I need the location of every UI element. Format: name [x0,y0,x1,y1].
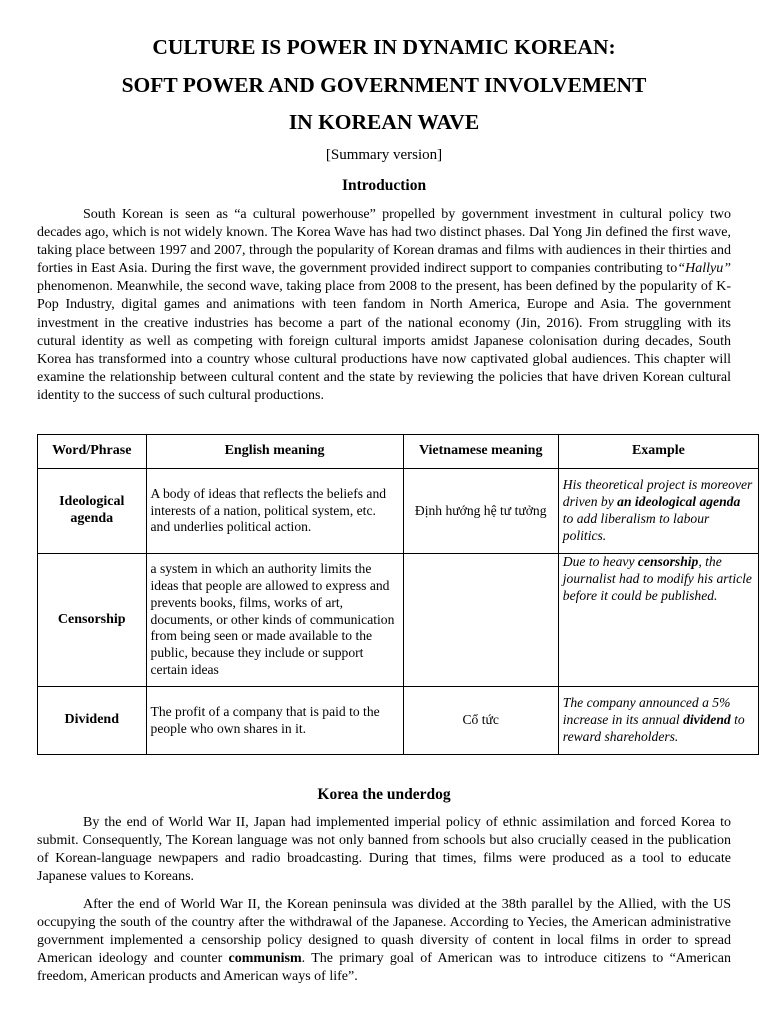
intro-text-start: South Korean is seen as “a cultural powerhouse” propelled by government investment in cultural policy two decades ago, which is not widely known. The Korea Wave has had two distinct phases. Dal Yong Jin defined the first wave, taking place between 1997 and 2007, through the popularity of Korean dramas and films with audiences in their thirties and forties in East Asia. During the first wave, the government provided indirect support to companies contributing to [37,207,731,277]
intro-paragraph [37,206,731,405]
intro-text-end: phenomenon. Meanwhile, the second wave, taking place from 2008 to the present, has been defined by the popularity of K-Pop Industry, digital games and animations with teen fandom in North America, Europe and Asia. The government investment in the creative industries has become a part of the national economy (Jin, 2016). From struggling with its cutural identity as well as competing with foreign cultural imports amidst Japanese colonisation during decades, South Korea has transformed into a country whose cultural productions have now captivated global audiences. This chapter will examine the relationship between cultural content and the state by reviewing the policies that have driven Korean cultural identity to the success of such cultural productions. [37,279,731,403]
example-text: to add liberalism to labour politics. [562,511,710,543]
section-heading: Korea the underdog [317,786,451,803]
section-paragraph-2 [37,896,731,986]
table-row [38,554,759,687]
example-text: , the journalist had to modify his article before it could be published. [562,554,752,603]
header-vietnamese: Vietnamese meaning [403,435,558,469]
example-keyword: censorship [637,554,699,569]
communism-term: communism [228,951,302,967]
row-english: a system in which an authority limits the ideas that people are allowed to express and prevents books, films, works of art, documents, or other kinds of communication from being seen or made available to the public, because they include or support certain ideas [146,554,403,687]
paragraph-text: By the end of World War II, Japan had implemented imperial policy of ethnic assimilation and forced Korea to submit. Consequently, The Korean language was not only banned from schools but also crucially ceased in the publication of Korean-language newpapers and radio broadcasting. During that times, films were produced as a tool to educate Japanese values to Koreans. [37,815,731,885]
table-header-row [38,435,759,469]
paragraph-text: After the end of World War II, the Korean peninsula was divided at the 38th parallel by the Allied, with the US occupying the south of the country after the withdrawal of the Japanese. According to Yecies, the American administrative government implemented a censorship policy designed to quash diversity of content in local films in order to spread American ideology and counter [37,897,731,967]
row-word: Censorship [38,554,147,687]
example-keyword: dividend [683,712,731,728]
row-example [558,687,758,755]
paragraph-text: . The primary goal of American was to introduce citizens to “American freedom, American products and American ways of life”. [37,951,731,985]
example-text: Due to heavy [562,554,638,569]
vocabulary-table [37,434,759,755]
example-text: His theoretical project is moreover driven by [562,477,753,510]
example-text: The company announced a 5% increase in its annual [562,695,731,728]
section-paragraph-1 [37,814,731,886]
example-keyword: an ideological agenda [617,494,741,510]
intro-heading: Introduction [341,177,427,194]
row-english: The profit of a company that is paid to the people who own shares in it. [146,687,403,755]
subtitle: [Summary version] [325,147,443,163]
title-line-2: SOFT POWER AND GOVERNMENT INVOLVEMENT [121,73,647,97]
table-row [38,469,759,554]
example-text: to reward shareholders. [562,712,745,744]
row-english: A body of ideas that reflects the beliefs and interests of a nation, political system, etc. and underlies political action. [146,469,403,554]
table-row [38,687,759,755]
row-word: Dividend [38,687,147,755]
header-english: English meaning [146,435,403,469]
header-example: Example [558,435,758,469]
title-line-3: IN KOREAN WAVE [288,110,480,134]
row-vietnamese: Cổ tức [403,687,558,755]
title-line-1: CULTURE IS POWER IN DYNAMIC KOREAN: [152,35,616,59]
row-example [558,469,758,554]
row-vietnamese [403,554,558,687]
row-vietnamese: Định hướng hệ tư tưởng [403,469,558,554]
row-word: Ideological agenda [38,469,147,554]
header-word: Word/Phrase [38,435,147,469]
row-example [558,554,758,687]
intro-hallyu-term: “Hallyu” [677,261,731,277]
